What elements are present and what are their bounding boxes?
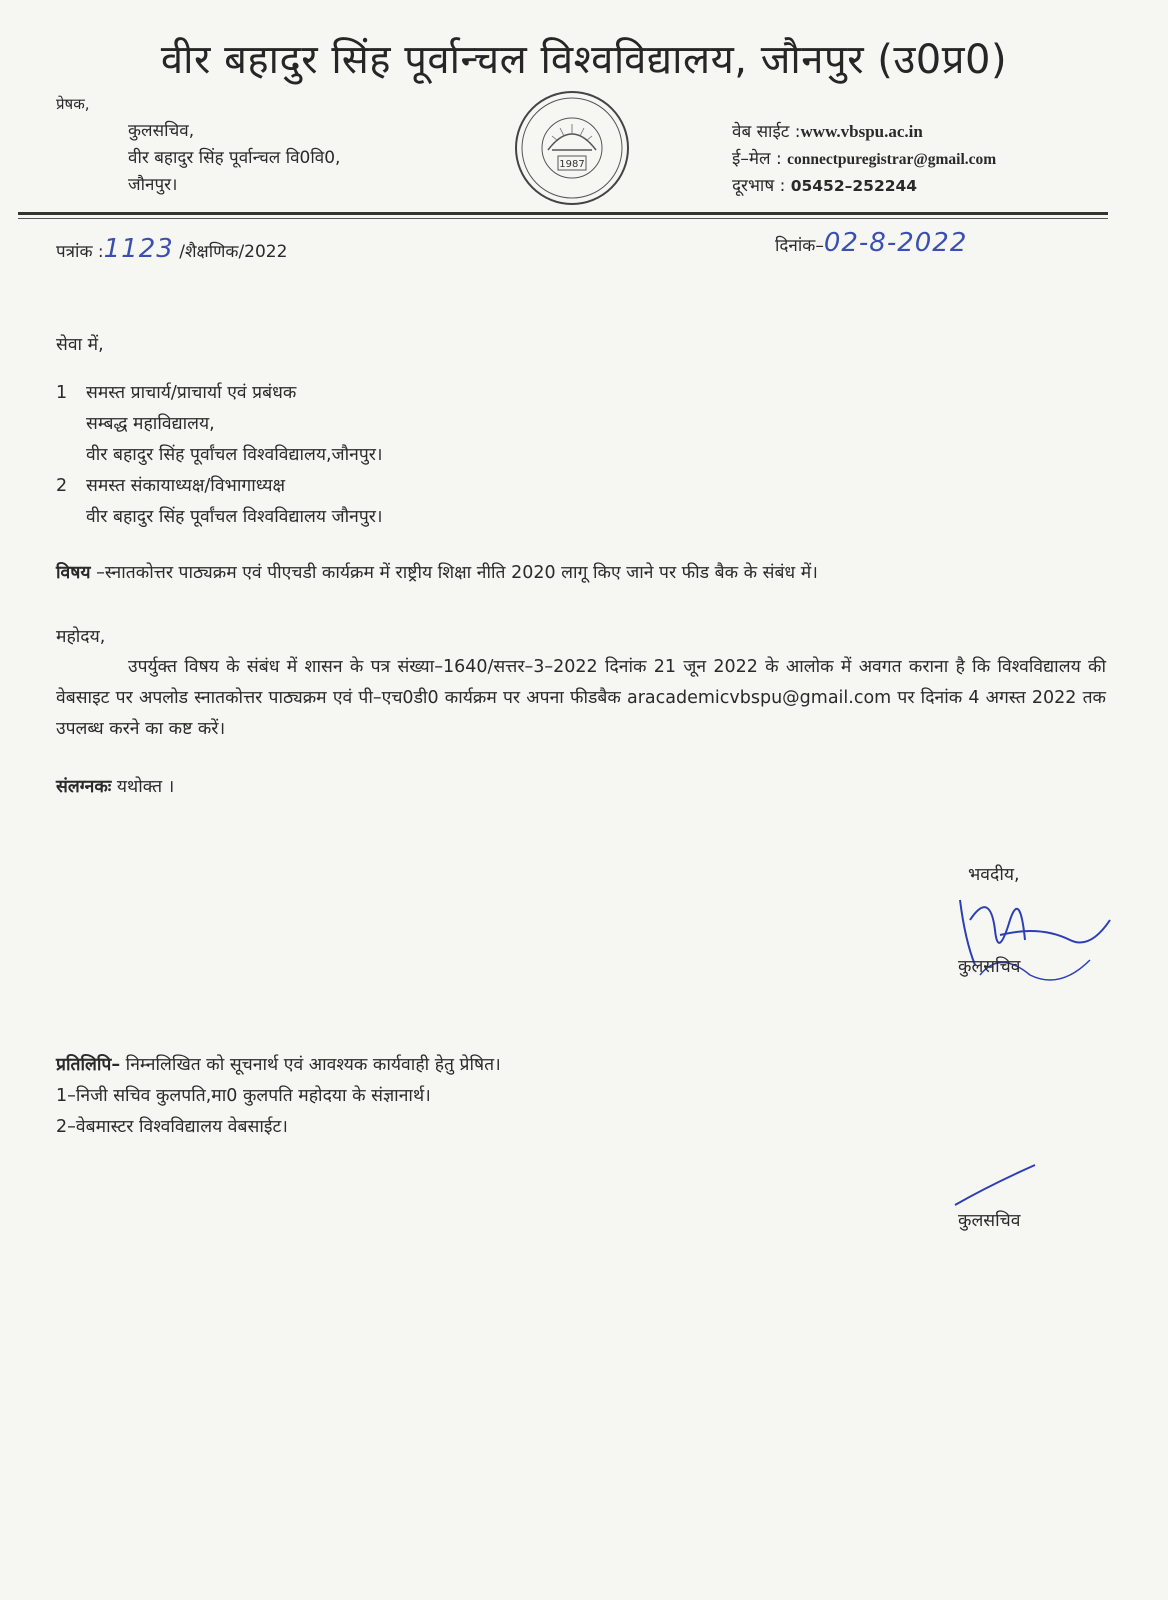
recipient-line: वीर बहादुर सिंह पूर्वांचल विश्वविद्यालय जौनपुर। (86, 507, 383, 527)
copy-item: 1–निजी सचिव कुलपति,मा0 कुलपति महोदया के संज्ञानार्थ। (56, 1086, 431, 1106)
university-seal-icon (512, 88, 632, 208)
letter-date: दिनांक–02-8-2022 (775, 228, 968, 258)
subject-line: विषय –स्नातकोत्तर पाठ्यक्रम एवं पीएचडी कार्यक्रम में राष्ट्रीय शिक्षा नीति 2020 लागू किए जाने पर फीड बैक के संबंध में। (56, 563, 818, 583)
email-link[interactable]: connectpuregistrar@gmail.com (787, 151, 997, 168)
sender-line: कुलसचिव, (128, 121, 195, 141)
website-link[interactable]: www.vbspu.ac.in (800, 122, 923, 141)
recipient-line: 2 समस्त संकायाध्यक्ष/विभागाध्यक्ष (56, 476, 286, 496)
address-to: सेवा में, (56, 335, 104, 355)
sender-label: प्रेषक, (56, 95, 90, 113)
recipient-line: वीर बहादुर सिंह पूर्वांचल विश्वविद्यालय,जौनपुर। (86, 445, 383, 465)
handwritten-ref-number: 1123 (103, 234, 174, 264)
attachment-line: संलग्नकः यथोक्त । (56, 777, 175, 797)
signature-stroke-icon (950, 1160, 1040, 1210)
sender-block (128, 118, 340, 199)
signatory-title: कुलसचिव (958, 957, 1021, 977)
copy-label: प्रतिलिपि– (56, 1055, 121, 1075)
header-divider-thin (18, 218, 1108, 219)
phone-line: दूरभाष : 05452–252244 (732, 176, 918, 196)
recipient-line: 1 समस्त प्राचार्य/प्राचार्या एवं प्रबंधक (56, 383, 297, 403)
phone-number: 05452–252244 (790, 177, 918, 195)
contact-block (732, 118, 996, 200)
email-line: ई–मेल : connectpuregistrar@gmail.com (732, 149, 997, 169)
seal-year: 1987 (559, 159, 585, 170)
recipients-list (56, 378, 383, 533)
reference-number: पत्रांक :1123 /शैक्षणिक/2022 (56, 234, 288, 264)
salutation: महोदय, (56, 627, 106, 647)
subject-label: विषय (56, 563, 91, 583)
copy-to-block: प्रतिलिपि– निम्नलिखित को सूचनार्थ एवं आवश्यक कार्यवाही हेतु प्रेषित। 1–निजी सचिव कुलपति,मा0 कुलपति महोदया के संज्ञानार्थ। 2–वेबमास्टर विश्वविद्यालय वेबसाईट। (56, 1050, 501, 1143)
recipient-line: सम्बद्ध महाविद्यालय, (86, 414, 215, 434)
website-line: वेब साईट :www.vbspu.ac.in (732, 122, 923, 142)
sender-line: जौनपुर। (128, 175, 178, 195)
signatory-title-copy: कुलसचिव (958, 1211, 1021, 1231)
header-divider (18, 212, 1108, 215)
university-title: वीर बहादुर सिंह पूर्वान्चल विश्वविद्यालय, जौनपुर (उ0प्र0) (160, 37, 1008, 83)
sender-line: वीर बहादुर सिंह पूर्वान्चल वि0वि0, (128, 148, 341, 168)
closing: भवदीय, (968, 865, 1020, 885)
copy-item: 2–वेबमास्टर विश्वविद्यालय वेबसाईट। (56, 1117, 288, 1137)
body-paragraph: उपर्युक्त विषय के संबंध में शासन के पत्र संख्या–1640/सत्तर–3–2022 दिनांक 21 जून 2022 के आलोक में अवगत कराना है कि विश्वविद्यालय की वेबसाइट पर अपलोड स्नातकोत्तर पाठ्यक्रम एवं पी–एच0डी0 कार्यक्रम पर अपना फीडबैक aracademicvbspu@gmail.com पर दिनांक 4 अगस्त 2022 तक उपलब्ध करने का कष्ट करें। (56, 657, 1106, 739)
handwritten-date: 02-8-2022 (823, 228, 968, 258)
